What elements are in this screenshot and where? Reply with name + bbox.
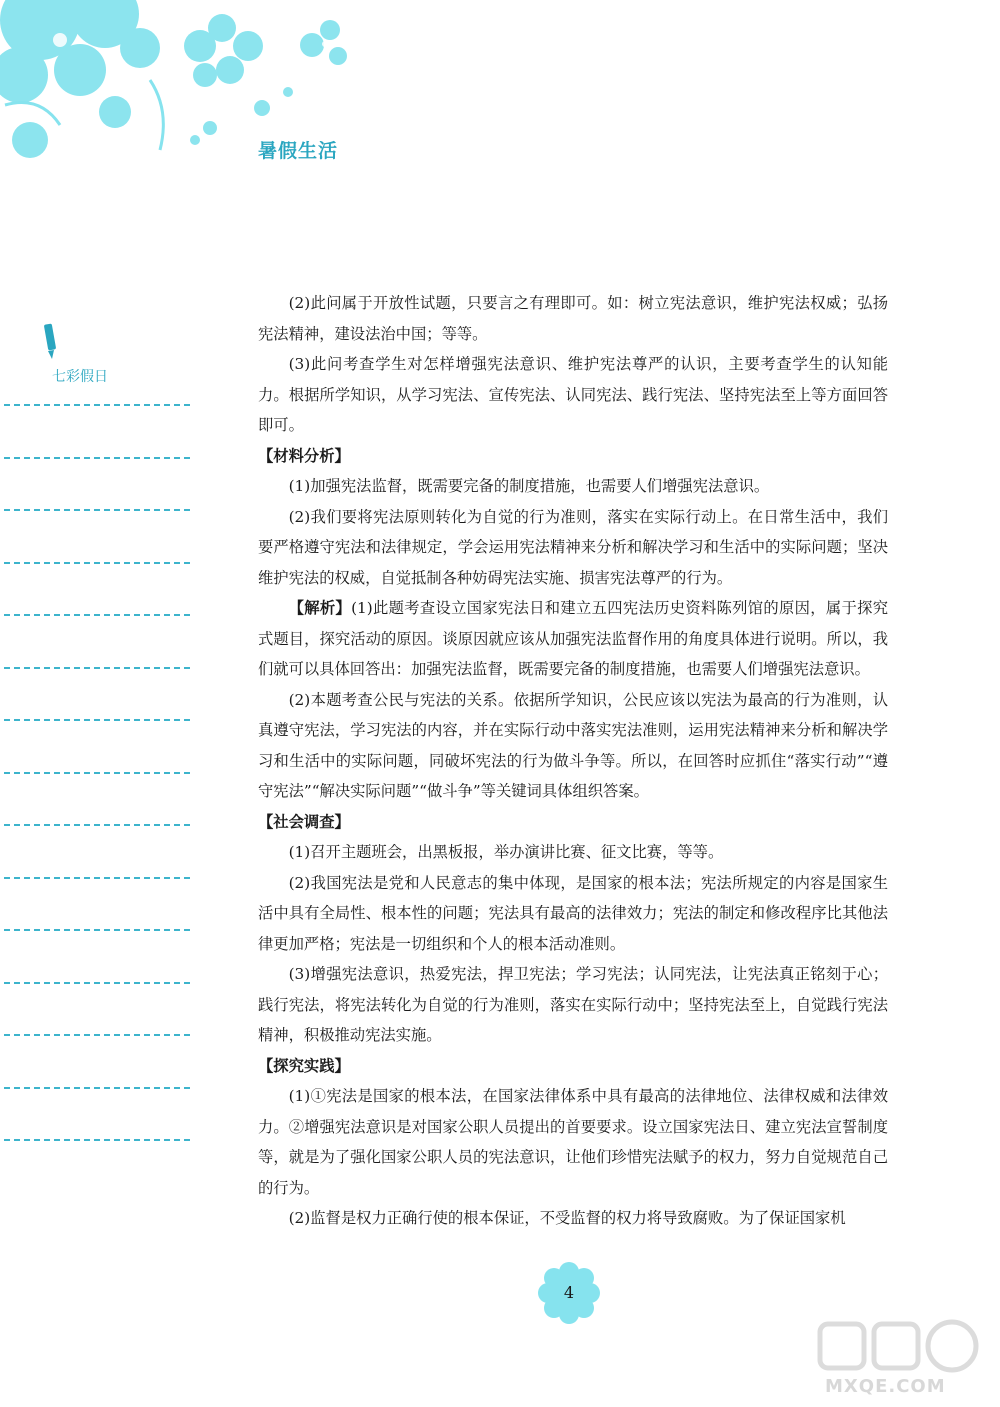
note-line	[4, 1139, 190, 1141]
answer-paragraph: (2)我国宪法是党和人民意志的集中体现，是国家的根本法；宪法所规定的内容是国家生活中具有全局性、根本性的问题；宪法具有最高的法律效力；宪法的制定和修改程序比其他法律更加严格；宪法是一切组织和个人的根本活动准则。	[258, 873, 888, 953]
answer-paragraph: (2)我们要将宪法原则转化为自觉的行为准则，落实在实际行动上。在日常生活中，我们要严格遵守宪法和法律规定，学会运用宪法精神来分析和解决学习和生活中的实际问题；坚决维护宪法的权威，自觉抵制各种妨碍宪法实施、损害宪法尊严的行为。	[258, 507, 888, 587]
note-line	[4, 877, 190, 879]
page-number: 4	[563, 1283, 575, 1302]
answer-paragraph	[258, 593, 888, 685]
section-heading-social-survey: 【社会调查】	[258, 812, 350, 831]
note-line	[4, 982, 190, 984]
note-line	[4, 614, 190, 616]
note-line	[4, 404, 190, 406]
section-heading-material-analysis: 【材料分析】	[258, 446, 350, 465]
note-line	[4, 772, 190, 774]
note-line	[4, 719, 190, 721]
sidebar-label: 七彩假日	[52, 369, 108, 385]
section-heading-inquiry-practice: 【探究实践】	[258, 1056, 350, 1075]
note-line	[4, 824, 190, 826]
answer-paragraph: (3)此问考查学生对怎样增强宪法意识、维护宪法尊严的认识，主要考查学生的认知能力。根据所学知识，从学习宪法、宣传宪法、认同宪法、践行宪法、坚持宪法至上等方面回答即可。	[258, 355, 888, 434]
note-line	[4, 509, 190, 511]
answer-content	[258, 288, 888, 1234]
watermark-logo-icon	[810, 1316, 990, 1376]
header-title: 暑假生活	[258, 140, 339, 162]
analysis-label: 【解析】	[288, 599, 352, 617]
answer-paragraph: (3)增强宪法意识，热爱宪法，捍卫宪法；学习宪法；认同宪法，让宪法真正铭刻于心；践行宪法，将宪法转化为自觉的行为准则，落实在实际行动中；坚持宪法至上，自觉践行宪法精神，积极推动宪法实施。	[258, 965, 888, 1044]
pen-icon	[40, 322, 60, 362]
note-line	[4, 457, 190, 459]
note-line	[4, 667, 190, 669]
analysis-text: (1)此题考查设立国家宪法日和建立五四宪法历史资料陈列馆的原因，属于探究式题目，探究活动的原因。谈原因就应该从加强宪法监督作用的角度具体进行说明。所以，我们就可以具体回答出：加强宪法监督，既需要完备的制度措施，也需要人们增强宪法意识。	[258, 599, 888, 678]
note-line	[4, 1034, 190, 1036]
note-line	[4, 562, 190, 564]
note-lines	[4, 404, 190, 1192]
answer-paragraph: (2)本题考查公民与宪法的关系。依据所学知识，公民应该以宪法为最高的行为准则，认真遵守宪法，学习宪法的内容，并在实际行动中落实宪法准则，运用宪法精神来分析和解决学习和生活中的实际问题，同破坏宪法的行为做斗争等。所以，在回答时应抓住“落实行动”“遵守宪法”“解决实际问题”“做斗争”等关键词具体组织答案。	[258, 690, 888, 800]
note-line	[4, 1087, 190, 1089]
page-number-badge	[538, 1262, 600, 1324]
answer-paragraph: (2)监督是权力正确行使的根本保证，不受监督的权力将导致腐败。为了保证国家机	[288, 1209, 846, 1227]
note-line	[4, 929, 190, 931]
answer-paragraph: (1)召开主题班会，出黑板报，举办演讲比赛、征文比赛，等等。	[288, 843, 724, 861]
watermark-site: MXQE.COM	[825, 1376, 946, 1397]
answer-paragraph: (1)①宪法是国家的根本法，在国家法律体系中具有最高的法律地位、法律权威和法律效力。②增强宪法意识是对国家公职人员提出的首要要求。设立国家宪法日、建立宪法宣誓制度等，就是为了强化国家公职人员的宪法意识，让他们珍惜宪法赋予的权力，努力自觉规范自己的行为。	[258, 1087, 888, 1197]
answer-paragraph: (1)加强宪法监督，既需要完备的制度措施，也需要人们增强宪法意识。	[288, 477, 770, 495]
answer-paragraph: (2)此问属于开放性试题，只要言之有理即可。如：树立宪法意识，维护宪法权威；弘扬宪法精神，建设法治中国；等等。	[258, 294, 888, 343]
